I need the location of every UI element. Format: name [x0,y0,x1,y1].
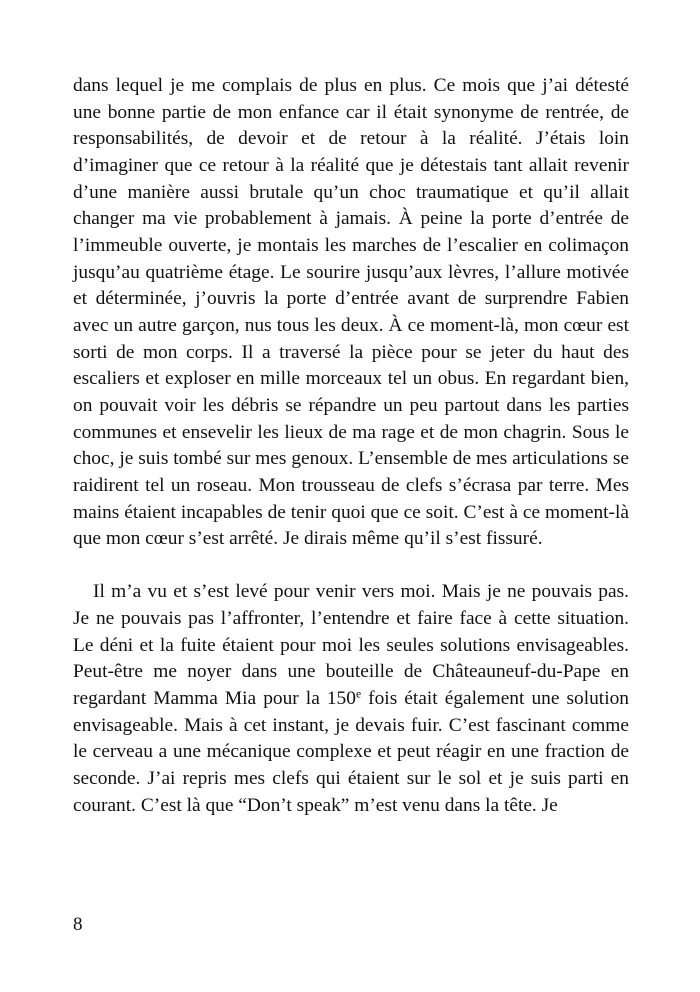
ordinal-superscript: e [355,687,362,701]
page-number: 8 [73,914,83,935]
page-body [73,73,629,819]
paragraph-2-part-1: Il m’a vu et s’est levé pour venir vers moi. Mais je ne pouvais pas. Je ne pouvais pas l’affronter, l’entendre et faire face à cette situation. Le déni et la fuite étaient pour moi les seules solutions envisageables. Peut-être me noyer dans une bouteille de Châteauneuf-du-Pape en regardant Mamma Mia pour la 150 [73,581,629,709]
paragraph-1: dans lequel je me complais de plus en plus. Ce mois que j’ai détesté une bonne partie de mon enfance car il était synonyme de rentrée, de responsabilités, de devoir et de retour à la réalité. J’étais loin d’imaginer que ce retour à la réalité que je détestais tant allait revenir d’une manière aussi brutale qu’un choc traumatique et qu’il allait changer ma vie probablement à jamais. À peine la porte d’entrée de l’immeuble ouverte, je montais les marches de l’escalier en colimaçon jusqu’au quatrième étage. Le sourire jusqu’aux lèvres, l’allure motivée et déterminée, j’ouvris la porte d’entrée avant de surprendre Fabien avec un autre garçon, nus tous les deux. À ce moment-là, mon cœur est sorti de mon corps. Il a traversé la pièce pour se jeter du haut des escaliers et exploser en mille morceaux tel un obus. En regardant bien, on pouvait voir les débris se répandre un peu partout dans les parties communes et ensevelir les lieux de ma rage et de mon chagrin. Sous le choc, je suis tombé sur mes genoux. L’ensemble de mes articulations se raidirent tel un roseau. Mon trousseau de clefs s’écrasa par terre. Mes mains étaient incapables de tenir quoi que ce soit. C’est à ce moment-là que mon cœur s’est arrêté. Je dirais même qu’il s’est fissuré. [73,75,629,550]
paragraph-2-part-2: fois était également une solution envisageable. Mais à cet instant, je devais fuir. C’est fascinant comme le cerveau a une mécanique complexe et peut réagir en une fraction de seconde. J’ai repris mes clefs qui étaient sur le sol et je suis parti en courant. C’est là que “Don’t speak” m’est venu dans la tête. Je [73,687,629,816]
paragraph-2 [73,579,629,819]
